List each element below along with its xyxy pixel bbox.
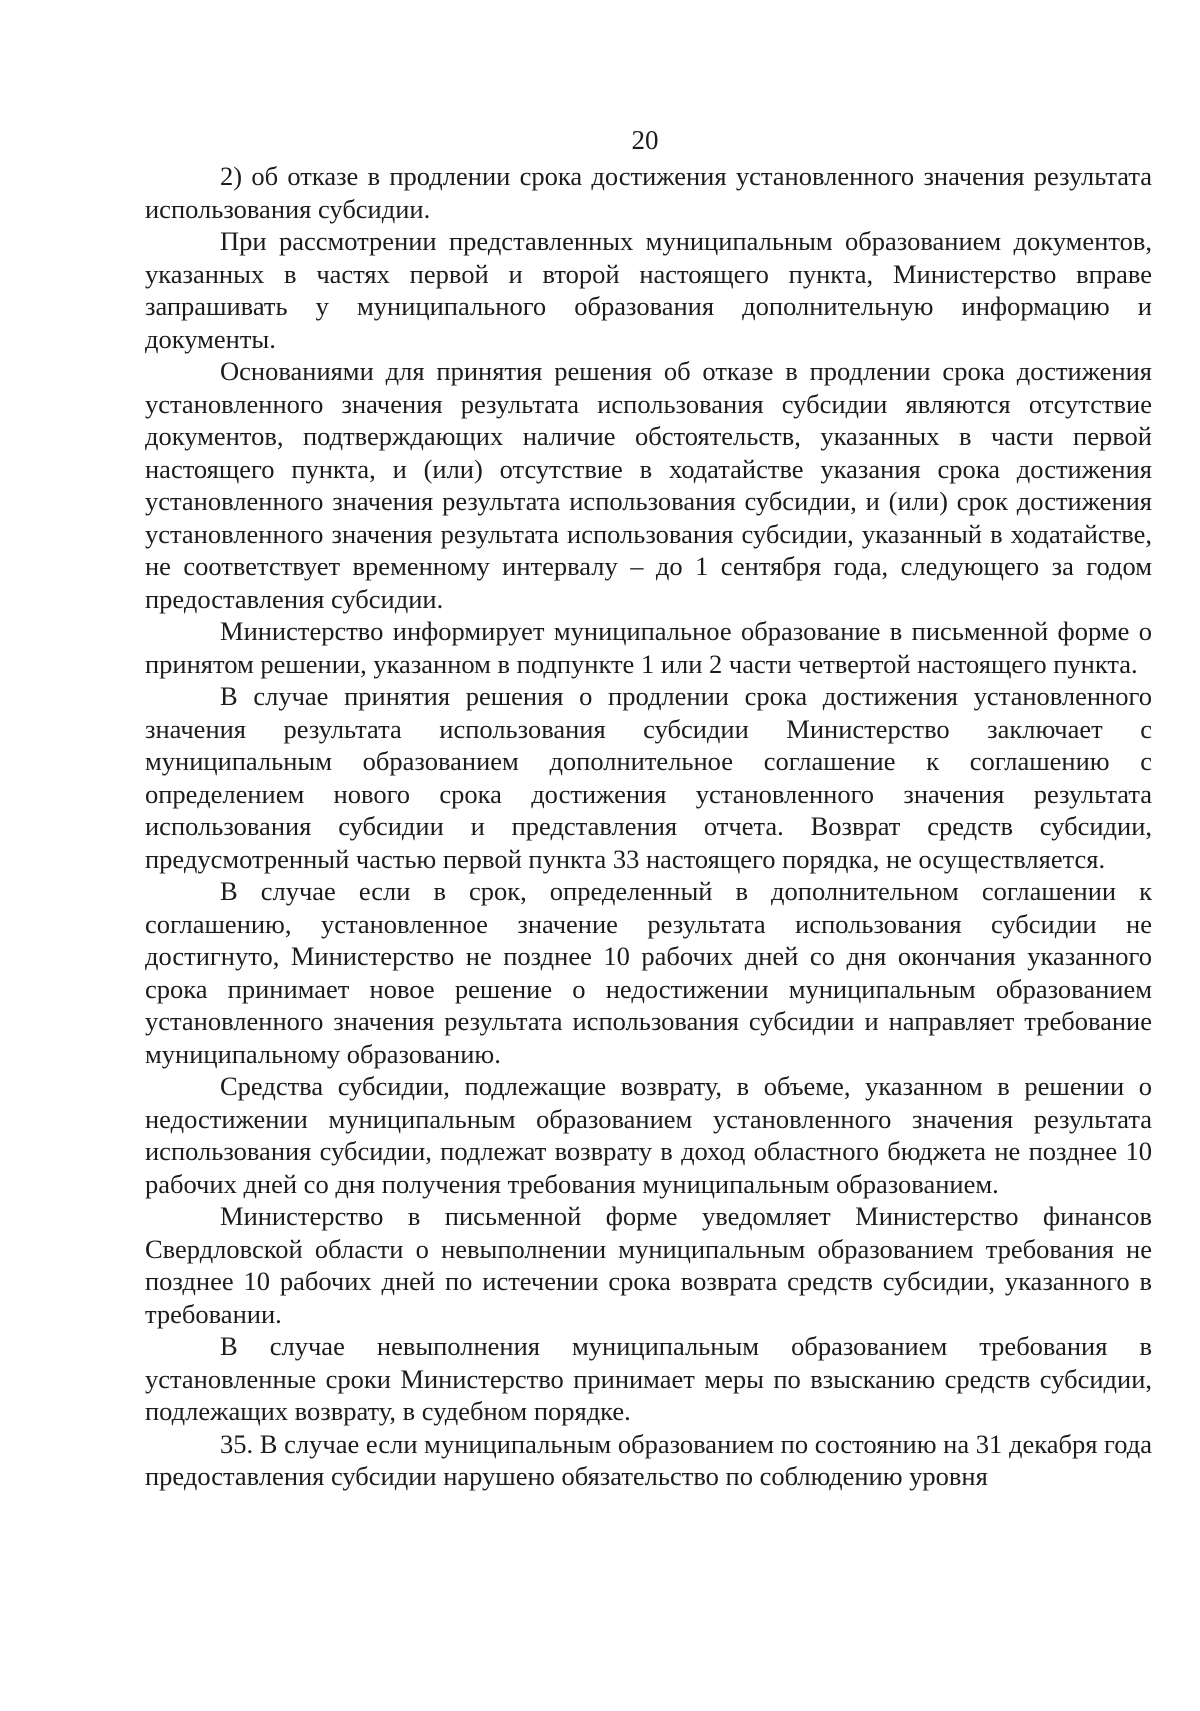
paragraph-document-request: При рассмотрении представленных муниципальным образованием документов, указанных в частях первой и второй настоящего пункта, Министерство вправе запрашивать у муниципального образования дополнительную информацию и документы. bbox=[145, 226, 1152, 354]
paragraph-subitem-2: 2) об отказе в продлении срока достижения установленного значения результата использования субсидии. bbox=[145, 161, 1152, 224]
paragraph-item-35: 35. В случае если муниципальным образованием по состоянию на 31 декабря года предоставления субсидии нарушено обязательство по соблюдению уровня bbox=[145, 1428, 1152, 1491]
document-body bbox=[145, 160, 1152, 1493]
page-number: 20 bbox=[631, 125, 659, 155]
paragraph-finance-notice: Министерство в письменной форме уведомляет Министерство финансов Свердловской области о невыполнении муниципальным образованием требования не позднее 10 рабочих дней по истечении срока возврата средств субсидии, указанного в требовании. bbox=[145, 1201, 1152, 1329]
paragraph-refusal-grounds: Основаниями для принятия решения об отказе в продлении срока достижения установленного значения результата использования субсидии являются отсутствие документов, подтверждающих наличие обстоятельств, указанных в части первой настоящего пункта, и (или) отсутствие в ходатайстве указания срока достижения установленного значения результата использования субсидии, и (или) срок достижения установленного значения результата использования субсидии, указанный в ходатайстве, не соответствует временному интервалу – до 1 сентября года, следующего за годом предоставления субсидии. bbox=[145, 356, 1152, 614]
paragraph-court-recovery: В случае невыполнения муниципальным образованием требования в установленные сроки Министерство принимает меры по взысканию средств субсидии, подлежащих возврату, в судебном порядке. bbox=[145, 1331, 1152, 1426]
paragraph-refund: Средства субсидии, подлежащие возврату, в объеме, указанном в решении о недостижении муниципальным образованием установленного значения результата использования субсидии, подлежат возврату в доход областного бюджета не позднее 10 рабочих дней со дня получения требования муниципальным образованием. bbox=[145, 1071, 1152, 1199]
paragraph-new-deadline-failure: В случае если в срок, определенный в дополнительном соглашении к соглашению, установленное значение результата использования субсидии не достигнуто, Министерство не позднее 10 рабочих дней со дня окончания указанного срока принимает новое решение о недостижении муниципальным образованием установленного значения результата использования субсидии и направляет требование муниципальному образованию. bbox=[145, 876, 1152, 1069]
paragraph-notification: Министерство информирует муниципальное образование в письменной форме о принятом решении, указанном в подпункте 1 или 2 части четвертой настоящего пункта. bbox=[145, 616, 1152, 679]
paragraph-extension-decision: В случае принятия решения о продлении срока достижения установленного значения результата использования субсидии Министерство заключает с муниципальным образованием дополнительное соглашение к соглашению с определением нового срока достижения установленного значения результата использования субсидии и представления отчета. Возврат средств субсидии, предусмотренный частью первой пункта 33 настоящего порядка, не осуществляется. bbox=[145, 681, 1152, 874]
